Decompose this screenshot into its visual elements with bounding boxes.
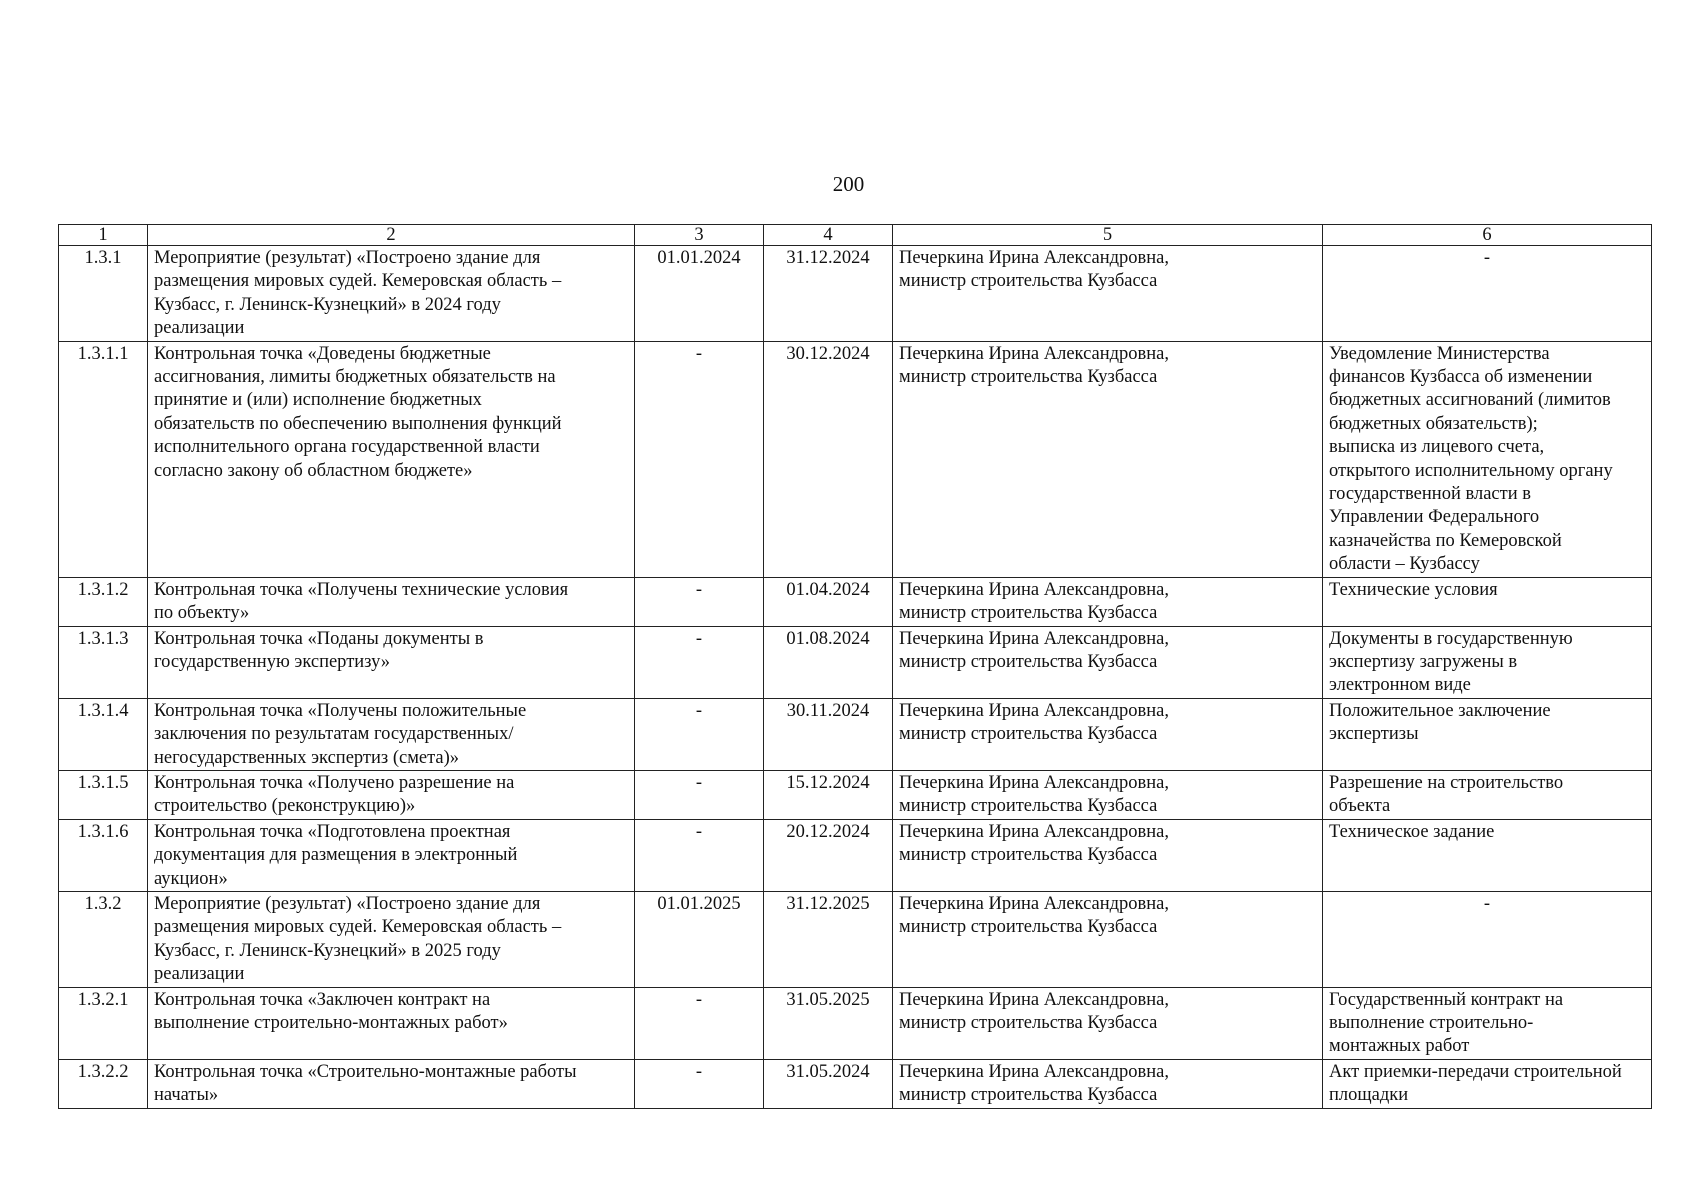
end-date-cell: [764, 987, 893, 1059]
row-number-cell: [59, 577, 148, 626]
start-date: -: [695, 579, 703, 600]
end-date: 20.12.2024: [786, 821, 870, 842]
responsible-person: Печеркина Ирина Александровна, министр строительства Кузбасса: [899, 343, 1170, 388]
column-number-1: 1: [59, 225, 148, 246]
end-date: 01.08.2024: [786, 628, 870, 649]
event-description: Контрольная точка «Строительно-монтажные работы начаты»: [154, 1061, 577, 1106]
column-number-5: 5: [893, 225, 1323, 246]
event-description-cell: [148, 891, 635, 987]
table-row: [59, 246, 1652, 342]
responsible-person: Печеркина Ирина Александровна, министр строительства Кузбасса: [899, 248, 1170, 292]
responsible-person: Печеркина Ирина Александровна, министр строительства Кузбасса: [899, 628, 1170, 672]
event-description-cell: [148, 626, 635, 698]
confirming-document: Технические условия: [1329, 579, 1498, 600]
start-date-cell: [635, 698, 764, 770]
confirming-document-cell: [1323, 1059, 1652, 1108]
event-description-cell: [148, 1059, 635, 1108]
row-number: 1.3.1: [84, 248, 122, 268]
row-number-cell: [59, 246, 148, 342]
column-number-6: 6: [1323, 225, 1652, 246]
confirming-document-cell: [1323, 246, 1652, 342]
event-description: Контрольная точка «Получены технические условия по объекту»: [154, 579, 569, 624]
row-number: 1.3.2.1: [77, 989, 129, 1010]
page-number: 200: [832, 172, 865, 196]
confirming-document-cell: [1323, 819, 1652, 891]
confirming-document: Техническое задание: [1329, 821, 1495, 842]
responsible-person-cell: [893, 1059, 1323, 1108]
confirming-document: -: [1483, 893, 1491, 914]
row-number-cell: [59, 341, 148, 577]
end-date-cell: [764, 341, 893, 577]
confirming-document-cell: [1323, 698, 1652, 770]
responsible-person-cell: [893, 246, 1323, 342]
start-date: -: [695, 628, 703, 649]
confirming-document-cell: [1323, 891, 1652, 987]
end-date: 31.05.2025: [786, 989, 870, 1010]
row-number: 1.3.2: [84, 893, 122, 914]
column-number-4: 4: [764, 225, 893, 246]
event-description-cell: [148, 577, 635, 626]
row-number-cell: [59, 987, 148, 1059]
start-date: -: [695, 343, 703, 364]
row-number-cell: [59, 1059, 148, 1108]
start-date-cell: [635, 626, 764, 698]
table-row: [59, 987, 1652, 1059]
start-date: -: [695, 1061, 703, 1082]
start-date-cell: [635, 819, 764, 891]
responsible-person-cell: [893, 626, 1323, 698]
end-date-cell: [764, 819, 893, 891]
confirming-document: Государственный контракт на выполнение строительно- монтажных работ: [1329, 989, 1564, 1057]
responsible-person: Печеркина Ирина Александровна, министр строительства Кузбасса: [899, 989, 1170, 1033]
event-description: Контрольная точка «Получены положительные заключения по результатам государственных/ негосударственных экспертиз (смета)»: [154, 700, 527, 768]
end-date-cell: [764, 626, 893, 698]
confirming-document: Акт приемки-передачи строительной площадки: [1329, 1061, 1622, 1106]
table-row: [59, 1059, 1652, 1108]
table-row: [59, 577, 1652, 626]
table-row: [59, 341, 1652, 577]
start-date: 01.01.2024: [657, 248, 741, 268]
start-date-cell: [635, 891, 764, 987]
end-date: 15.12.2024: [786, 772, 870, 793]
end-date-cell: [764, 770, 893, 819]
responsible-person: Печеркина Ирина Александровна, министр строительства Кузбасса: [899, 893, 1170, 938]
confirming-document-cell: [1323, 341, 1652, 577]
table-row: [59, 819, 1652, 891]
row-number-cell: [59, 698, 148, 770]
confirming-document: Разрешение на строительство объекта: [1329, 772, 1564, 817]
event-description: Мероприятие (результат) «Построено здание для размещения мировых судей. Кемеровская область – Кузбасс, г. Ленинск-Кузнецкий» в 2025 году реализации: [154, 893, 562, 985]
row-number-cell: [59, 891, 148, 987]
start-date: -: [695, 700, 703, 721]
end-date-cell: [764, 1059, 893, 1108]
row-number-cell: [59, 626, 148, 698]
event-description: Мероприятие (результат) «Построено здание для размещения мировых судей. Кемеровская область – Кузбасс, г. Ленинск-Кузнецкий» в 2024 году реализации: [154, 248, 562, 339]
end-date-cell: [764, 698, 893, 770]
start-date: -: [695, 772, 703, 793]
start-date-cell: [635, 1059, 764, 1108]
event-description: Контрольная точка «Получено разрешение на строительство (реконструкцию)»: [154, 772, 515, 817]
end-date-cell: [764, 246, 893, 342]
responsible-person-cell: [893, 987, 1323, 1059]
start-date: -: [695, 989, 703, 1010]
event-description: Контрольная точка «Доведены бюджетные ассигнования, лимиты бюджетных обязательств на принятие и (или) исполнение бюджетных обязательств по обеспечению выполнения функций исполнительного органа государственной власти согласно закону об областном бюджете»: [154, 343, 562, 481]
responsible-person-cell: [893, 891, 1323, 987]
start-date: 01.01.2025: [657, 893, 741, 914]
row-number: 1.3.1.3: [77, 628, 129, 649]
table-row: [59, 626, 1652, 698]
responsible-person-cell: [893, 770, 1323, 819]
event-description-cell: [148, 819, 635, 891]
row-number-cell: [59, 770, 148, 819]
confirming-document: Положительное заключение экспертизы: [1329, 700, 1551, 745]
plan-table: [58, 224, 1652, 1109]
end-date: 31.12.2025: [786, 893, 870, 914]
end-date: 30.11.2024: [786, 700, 870, 721]
row-number-cell: [59, 819, 148, 891]
responsible-person-cell: [893, 698, 1323, 770]
responsible-person-cell: [893, 341, 1323, 577]
start-date-cell: [635, 987, 764, 1059]
start-date-cell: [635, 577, 764, 626]
table-header-row: [59, 225, 1652, 246]
row-number: 1.3.1.2: [77, 579, 129, 600]
table-row: [59, 770, 1652, 819]
start-date: -: [695, 821, 703, 842]
column-number-2: 2: [148, 225, 635, 246]
end-date: 31.05.2024: [786, 1061, 870, 1082]
end-date-cell: [764, 891, 893, 987]
confirming-document-cell: [1323, 577, 1652, 626]
row-number: 1.3.1.5: [77, 772, 129, 793]
responsible-person: Печеркина Ирина Александровна, министр строительства Кузбасса: [899, 579, 1170, 624]
end-date: 30.12.2024: [786, 343, 870, 364]
responsible-person: Печеркина Ирина Александровна, министр строительства Кузбасса: [899, 1061, 1170, 1106]
responsible-person-cell: [893, 577, 1323, 626]
table-row: [59, 891, 1652, 987]
responsible-person-cell: [893, 819, 1323, 891]
event-description: Контрольная точка «Подготовлена проектная документация для размещения в электронный аукцион»: [154, 821, 518, 889]
row-number: 1.3.1.1: [77, 343, 129, 364]
start-date-cell: [635, 770, 764, 819]
column-number-3: 3: [635, 225, 764, 246]
end-date: 31.12.2024: [786, 248, 870, 268]
event-description-cell: [148, 987, 635, 1059]
confirming-document: -: [1483, 248, 1491, 268]
responsible-person: Печеркина Ирина Александровна, министр строительства Кузбасса: [899, 821, 1170, 866]
responsible-person: Печеркина Ирина Александровна, министр строительства Кузбасса: [899, 700, 1170, 745]
event-description-cell: [148, 698, 635, 770]
row-number: 1.3.1.6: [77, 821, 129, 842]
event-description-cell: [148, 770, 635, 819]
event-description: Контрольная точка «Заключен контракт на выполнение строительно-монтажных работ»: [154, 989, 508, 1033]
table-row: [59, 698, 1652, 770]
row-number: 1.3.2.2: [77, 1061, 129, 1082]
row-number: 1.3.1.4: [77, 700, 129, 721]
confirming-document-cell: [1323, 626, 1652, 698]
start-date-cell: [635, 246, 764, 342]
event-description-cell: [148, 341, 635, 577]
confirming-document: Документы в государственную экспертизу загружены в электронном виде: [1329, 628, 1573, 696]
end-date: 01.04.2024: [786, 579, 870, 600]
start-date-cell: [635, 341, 764, 577]
event-description-cell: [148, 246, 635, 342]
confirming-document: Уведомление Министерства финансов Кузбасса об изменении бюджетных ассигнований (лимитов бюджетных обязательств); выписка из лицевого счета, открытого исполнительному органу государственной власти в Управлении Федерального казначейства по Кемеровской области – Кузбассу: [1329, 343, 1613, 575]
event-description: Контрольная точка «Поданы документы в государственную экспертизу»: [154, 628, 484, 672]
confirming-document-cell: [1323, 987, 1652, 1059]
responsible-person: Печеркина Ирина Александровна, министр строительства Кузбасса: [899, 772, 1170, 817]
end-date-cell: [764, 577, 893, 626]
confirming-document-cell: [1323, 770, 1652, 819]
